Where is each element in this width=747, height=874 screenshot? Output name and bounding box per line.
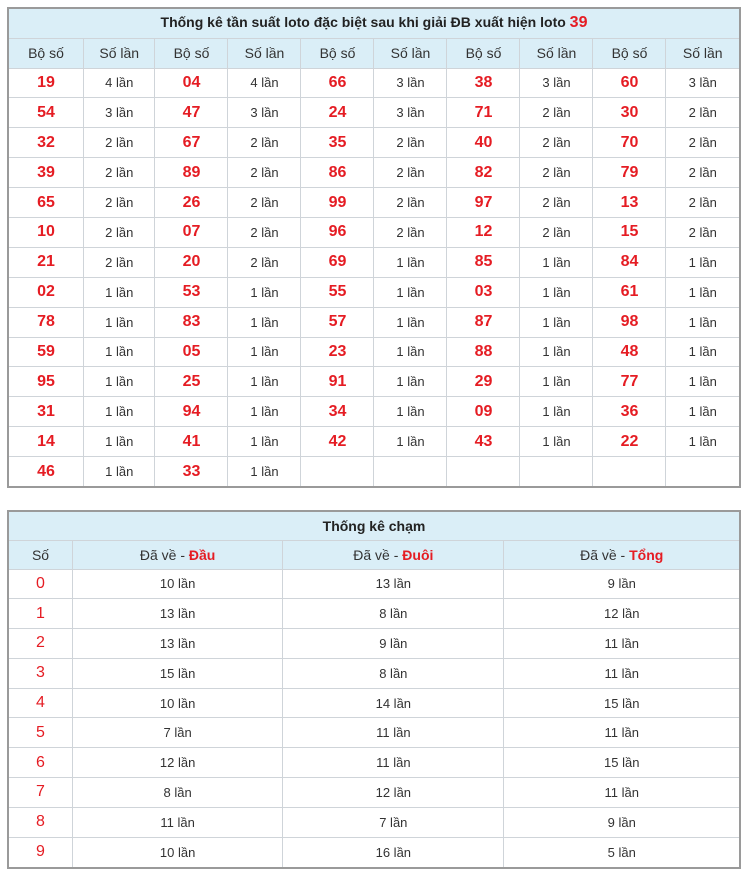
touch-digit: 3: [9, 658, 73, 688]
frequency-row: [9, 217, 739, 247]
frequency-row: [9, 128, 739, 158]
loto-count: 1 lần: [83, 457, 155, 487]
frequency-header-row: [9, 38, 739, 68]
loto-count: 2 lần: [520, 128, 593, 158]
loto-number: 94: [155, 397, 228, 427]
loto-count: 1 lần: [83, 397, 155, 427]
loto-count: 4 lần: [228, 68, 301, 98]
loto-number: 65: [9, 188, 83, 218]
touch-row: [9, 837, 739, 867]
loto-count: 1 lần: [83, 367, 155, 397]
loto-frequency-table: [9, 9, 739, 486]
touch-tong-count: 9 lần: [504, 807, 739, 837]
touch-row: [9, 778, 739, 808]
loto-count: 1 lần: [83, 307, 155, 337]
loto-number: 89: [155, 158, 228, 188]
loto-number: 31: [9, 397, 83, 427]
loto-count: 1 lần: [666, 277, 739, 307]
col-header-number: Bộ số: [155, 38, 228, 68]
loto-number: 95: [9, 367, 83, 397]
touch-digit: 2: [9, 629, 73, 659]
loto-count: 1 lần: [374, 247, 447, 277]
loto-count: 3 lần: [228, 98, 301, 128]
loto-count: 2 lần: [83, 158, 155, 188]
loto-number: 41: [155, 427, 228, 457]
touch-tong-count: 11 lần: [504, 629, 739, 659]
loto-number: 91: [301, 367, 374, 397]
loto-number: 07: [155, 217, 228, 247]
loto-number: 43: [447, 427, 520, 457]
loto-number: 86: [301, 158, 374, 188]
loto-number: 79: [593, 158, 666, 188]
loto-number: 14: [9, 427, 83, 457]
loto-number: 32: [9, 128, 83, 158]
loto-number: 34: [301, 397, 374, 427]
loto-number: 84: [593, 247, 666, 277]
loto-count: 1 lần: [520, 427, 593, 457]
touch-row: [9, 569, 739, 599]
loto-number: 35: [301, 128, 374, 158]
touch-tong-count: 9 lần: [504, 569, 739, 599]
loto-number: 54: [9, 98, 83, 128]
loto-count: 2 lần: [374, 188, 447, 218]
frequency-row: [9, 457, 739, 487]
touch-stats-panel: [7, 510, 741, 869]
loto-number: 87: [447, 307, 520, 337]
loto-number: 26: [155, 188, 228, 218]
loto-count: 1 lần: [520, 307, 593, 337]
loto-count: 1 lần: [228, 457, 301, 487]
loto-number: 67: [155, 128, 228, 158]
touch-digit: 6: [9, 748, 73, 778]
loto-number: 57: [301, 307, 374, 337]
touch-digit: 5: [9, 718, 73, 748]
touch-digit: 0: [9, 569, 73, 599]
loto-number: 71: [447, 98, 520, 128]
loto-number: 61: [593, 277, 666, 307]
loto-count: 2 lần: [666, 188, 739, 218]
loto-count: 1 lần: [666, 427, 739, 457]
loto-count: 2 lần: [666, 217, 739, 247]
loto-count: 3 lần: [374, 98, 447, 128]
frequency-row: [9, 98, 739, 128]
loto-count: [666, 457, 739, 487]
loto-count: 1 lần: [520, 247, 593, 277]
touch-digit: 4: [9, 688, 73, 718]
touch-dau-count: 12 lần: [73, 748, 283, 778]
loto-count: 1 lần: [520, 337, 593, 367]
col-header-duoi-prefix: Đã về -: [353, 546, 403, 563]
touch-duoi-count: 8 lần: [283, 599, 504, 629]
loto-number: 36: [593, 397, 666, 427]
frequency-row: [9, 247, 739, 277]
loto-count: 2 lần: [228, 217, 301, 247]
loto-number: [593, 457, 666, 487]
loto-number: 77: [593, 367, 666, 397]
loto-count: 2 lần: [374, 217, 447, 247]
touch-duoi-count: 12 lần: [283, 778, 504, 808]
loto-count: 1 lần: [228, 367, 301, 397]
loto-number: 66: [301, 68, 374, 98]
touch-dau-count: 10 lần: [73, 837, 283, 867]
loto-number: 70: [593, 128, 666, 158]
frequency-row: [9, 337, 739, 367]
loto-number: 60: [593, 68, 666, 98]
touch-digit: 1: [9, 599, 73, 629]
col-header-tong-prefix: Đã về -: [580, 546, 630, 563]
loto-count: [520, 457, 593, 487]
touch-duoi-count: 11 lần: [283, 748, 504, 778]
col-header-tong-highlight: Tổng: [629, 546, 664, 563]
loto-count: 2 lần: [520, 158, 593, 188]
col-header-count: Số lần: [374, 38, 447, 68]
col-header-number: Bộ số: [301, 38, 374, 68]
col-header-duoi: [283, 540, 504, 569]
loto-number: 55: [301, 277, 374, 307]
loto-count: 1 lần: [666, 367, 739, 397]
loto-number: 47: [155, 98, 228, 128]
touch-duoi-count: 8 lần: [283, 658, 504, 688]
loto-count: 3 lần: [666, 68, 739, 98]
touch-tong-count: 11 lần: [504, 778, 739, 808]
loto-number: 05: [155, 337, 228, 367]
loto-count: 3 lần: [374, 68, 447, 98]
frequency-title-number: 39: [569, 14, 588, 32]
loto-number: 99: [301, 188, 374, 218]
loto-number: 96: [301, 217, 374, 247]
col-header-tong: [504, 540, 739, 569]
frequency-table-title: [9, 9, 739, 38]
loto-number: 12: [447, 217, 520, 247]
loto-number: 85: [447, 247, 520, 277]
loto-frequency-panel: [7, 7, 741, 488]
loto-number: 83: [155, 307, 228, 337]
loto-number: 04: [155, 68, 228, 98]
touch-dau-count: 7 lần: [73, 718, 283, 748]
loto-number: 02: [9, 277, 83, 307]
touch-row: [9, 718, 739, 748]
touch-dau-count: 10 lần: [73, 688, 283, 718]
touch-tong-count: 11 lần: [504, 718, 739, 748]
loto-count: 1 lần: [228, 307, 301, 337]
loto-number: 20: [155, 247, 228, 277]
frequency-row: [9, 277, 739, 307]
loto-number: 25: [155, 367, 228, 397]
loto-number: 46: [9, 457, 83, 487]
loto-count: 1 lần: [666, 397, 739, 427]
loto-number: 88: [447, 337, 520, 367]
loto-number: 29: [447, 367, 520, 397]
touch-digit: 7: [9, 778, 73, 808]
frequency-row: [9, 68, 739, 98]
loto-number: [447, 457, 520, 487]
loto-number: 69: [301, 247, 374, 277]
loto-number: 42: [301, 427, 374, 457]
touch-duoi-count: 16 lần: [283, 837, 504, 867]
col-header-number: Bộ số: [9, 38, 83, 68]
col-header-count: Số lần: [228, 38, 301, 68]
touch-stats-table: [9, 512, 739, 867]
loto-count: 1 lần: [83, 427, 155, 457]
loto-count: 2 lần: [228, 128, 301, 158]
loto-count: 2 lần: [520, 188, 593, 218]
touch-duoi-count: 13 lần: [283, 569, 504, 599]
frequency-row: [9, 397, 739, 427]
loto-count: 1 lần: [374, 307, 447, 337]
loto-count: 1 lần: [374, 427, 447, 457]
frequency-row: [9, 427, 739, 457]
touch-stats-title: Thống kê chạm: [9, 512, 739, 540]
loto-count: 4 lần: [83, 68, 155, 98]
loto-count: 1 lần: [374, 367, 447, 397]
touch-tong-count: 11 lần: [504, 658, 739, 688]
loto-number: 39: [9, 158, 83, 188]
loto-count: 2 lần: [83, 247, 155, 277]
touch-duoi-count: 14 lần: [283, 688, 504, 718]
touch-tong-count: 15 lần: [504, 748, 739, 778]
col-header-digit: Số: [9, 540, 73, 569]
col-header-number: Bộ số: [593, 38, 666, 68]
col-header-dau-highlight: Đầu: [188, 546, 216, 563]
touch-tong-count: 12 lần: [504, 599, 739, 629]
touch-row: [9, 688, 739, 718]
loto-number: 24: [301, 98, 374, 128]
loto-count: 2 lần: [83, 128, 155, 158]
loto-number: 10: [9, 217, 83, 247]
loto-number: 33: [155, 457, 228, 487]
loto-count: 1 lần: [228, 427, 301, 457]
loto-count: 2 lần: [520, 217, 593, 247]
touch-tong-count: 15 lần: [504, 688, 739, 718]
loto-count: 1 lần: [520, 367, 593, 397]
loto-number: 30: [593, 98, 666, 128]
loto-count: 3 lần: [83, 98, 155, 128]
loto-number: 15: [593, 217, 666, 247]
loto-number: 82: [447, 158, 520, 188]
loto-count: 1 lần: [374, 337, 447, 367]
touch-row: [9, 748, 739, 778]
loto-count: 1 lần: [666, 337, 739, 367]
loto-number: 98: [593, 307, 666, 337]
frequency-title-text: Thống kê tần suất loto đặc biệt sau khi giải ĐB xuất hiện loto: [160, 14, 566, 31]
touch-dau-count: 13 lần: [73, 629, 283, 659]
touch-duoi-count: 11 lần: [283, 718, 504, 748]
touch-dau-count: 11 lần: [73, 807, 283, 837]
loto-number: 09: [447, 397, 520, 427]
loto-number: 97: [447, 188, 520, 218]
loto-count: 1 lần: [666, 247, 739, 277]
touch-row: [9, 599, 739, 629]
loto-count: 1 lần: [228, 337, 301, 367]
loto-count: 1 lần: [666, 307, 739, 337]
loto-count: 1 lần: [83, 337, 155, 367]
col-header-number: Bộ số: [447, 38, 520, 68]
touch-digit: 8: [9, 807, 73, 837]
frequency-row: [9, 307, 739, 337]
loto-number: 23: [301, 337, 374, 367]
loto-count: 1 lần: [520, 277, 593, 307]
loto-number: 48: [593, 337, 666, 367]
touch-row: [9, 629, 739, 659]
col-header-count: Số lần: [666, 38, 739, 68]
frequency-row: [9, 367, 739, 397]
loto-count: 2 lần: [228, 188, 301, 218]
touch-dau-count: 8 lần: [73, 778, 283, 808]
touch-row: [9, 658, 739, 688]
touch-row: [9, 807, 739, 837]
loto-count: 2 lần: [228, 247, 301, 277]
loto-number: 03: [447, 277, 520, 307]
touch-header-row: [9, 540, 739, 569]
frequency-row: [9, 188, 739, 218]
loto-number: 22: [593, 427, 666, 457]
loto-count: 2 lần: [520, 98, 593, 128]
loto-number: 13: [593, 188, 666, 218]
touch-dau-count: 10 lần: [73, 569, 283, 599]
loto-number: 21: [9, 247, 83, 277]
loto-number: [301, 457, 374, 487]
frequency-row: [9, 158, 739, 188]
loto-count: 2 lần: [666, 128, 739, 158]
touch-dau-count: 13 lần: [73, 599, 283, 629]
loto-count: 2 lần: [83, 217, 155, 247]
loto-count: 2 lần: [228, 158, 301, 188]
loto-count: 2 lần: [374, 158, 447, 188]
touch-tong-count: 5 lần: [504, 837, 739, 867]
loto-count: 1 lần: [374, 397, 447, 427]
touch-digit: 9: [9, 837, 73, 867]
touch-dau-count: 15 lần: [73, 658, 283, 688]
loto-count: 1 lần: [83, 277, 155, 307]
loto-count: 1 lần: [520, 397, 593, 427]
loto-count: [374, 457, 447, 487]
loto-count: 2 lần: [666, 98, 739, 128]
loto-count: 1 lần: [374, 277, 447, 307]
loto-number: 53: [155, 277, 228, 307]
loto-number: 40: [447, 128, 520, 158]
loto-count: 1 lần: [228, 397, 301, 427]
loto-number: 38: [447, 68, 520, 98]
loto-number: 78: [9, 307, 83, 337]
col-header-dau: [73, 540, 283, 569]
loto-count: 3 lần: [520, 68, 593, 98]
col-header-duoi-highlight: Đuôi: [402, 546, 434, 563]
loto-count: 2 lần: [83, 188, 155, 218]
touch-duoi-count: 9 lần: [283, 629, 504, 659]
loto-count: 1 lần: [228, 277, 301, 307]
loto-number: 59: [9, 337, 83, 367]
touch-duoi-count: 7 lần: [283, 807, 504, 837]
loto-count: 2 lần: [374, 128, 447, 158]
loto-number: 19: [9, 68, 83, 98]
col-header-count: Số lần: [83, 38, 155, 68]
loto-count: 2 lần: [666, 158, 739, 188]
col-header-count: Số lần: [520, 38, 593, 68]
col-header-dau-prefix: Đã về -: [139, 546, 189, 563]
